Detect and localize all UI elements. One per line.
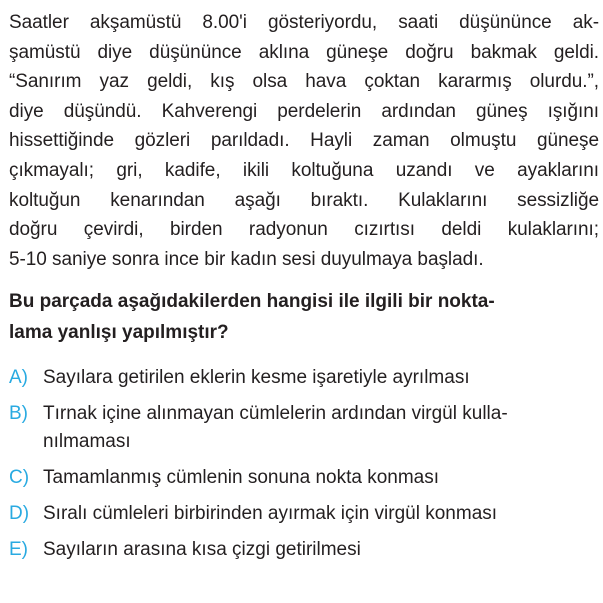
option-text [43, 536, 599, 564]
option-text-line: Sıralı cümleleri birbirinden ayırmak için virgül konması [43, 503, 498, 525]
question-line: Bu parçada aşağıdakilerden hangisi ile ilgili bir nokta- [9, 291, 495, 313]
option-text-line: Tamamlanmış cümlenin sonuna nokta konması [43, 467, 440, 489]
answer-options [9, 364, 599, 564]
option-b[interactable] [9, 400, 599, 456]
option-text [43, 400, 599, 456]
option-text [43, 500, 599, 528]
passage-line: doğru çevirdi, birden radyonun cızırtısı deldi kulaklarını; [9, 219, 599, 241]
option-letter: D) [9, 503, 30, 525]
option-e[interactable] [9, 536, 599, 564]
passage-line: çıkmayalı; gri, kadife, ikili koltuğuna uzandı ve ayaklarını [9, 159, 599, 181]
option-text [43, 364, 599, 392]
option-text-line: Sayılara getirilen eklerin kesme işaretiyle ayrılması [43, 367, 470, 389]
option-d[interactable] [9, 500, 599, 528]
option-c[interactable] [9, 464, 599, 492]
passage-line: şamüstü diye düşününce aklına güneşe doğru bakmak geldi. [9, 41, 599, 63]
option-text [43, 464, 599, 492]
option-letter: E) [9, 539, 28, 561]
passage-line: “Sanırım yaz geldi, kış olsa hava çoktan kararmış olurdu.”, [9, 71, 599, 93]
question-stem [9, 286, 599, 348]
passage-line: 5-10 saniye sonra ince bir kadın sesi duyulmaya başladı. [9, 248, 484, 270]
option-letter: A) [9, 367, 28, 389]
reading-passage [9, 8, 599, 274]
question-line: lama yanlışı yapılmıştır? [9, 322, 229, 344]
passage-line: koltuğun kenarından aşağı bıraktı. Kulaklarını sessizliğe [9, 189, 599, 211]
question-page [9, 8, 599, 572]
option-text-line: nılmaması [43, 431, 131, 453]
option-text-line: Sayıların arasına kısa çizgi getirilmesi [43, 539, 361, 561]
option-letter: B) [9, 403, 28, 425]
option-text-line: Tırnak içine alınmayan cümlelerin ardından virgül kulla- [43, 403, 508, 425]
passage-line: hissettiğinde gözleri parıldadı. Hayli zaman olmuştu güneşe [9, 130, 599, 152]
option-a[interactable] [9, 364, 599, 392]
passage-line: Saatler akşamüstü 8.00'i gösteriyordu, saati düşününce ak- [9, 12, 599, 33]
option-letter: C) [9, 467, 30, 489]
passage-line: diye düşündü. Kahverengi perdelerin ardından güneş ışığını [9, 100, 599, 122]
